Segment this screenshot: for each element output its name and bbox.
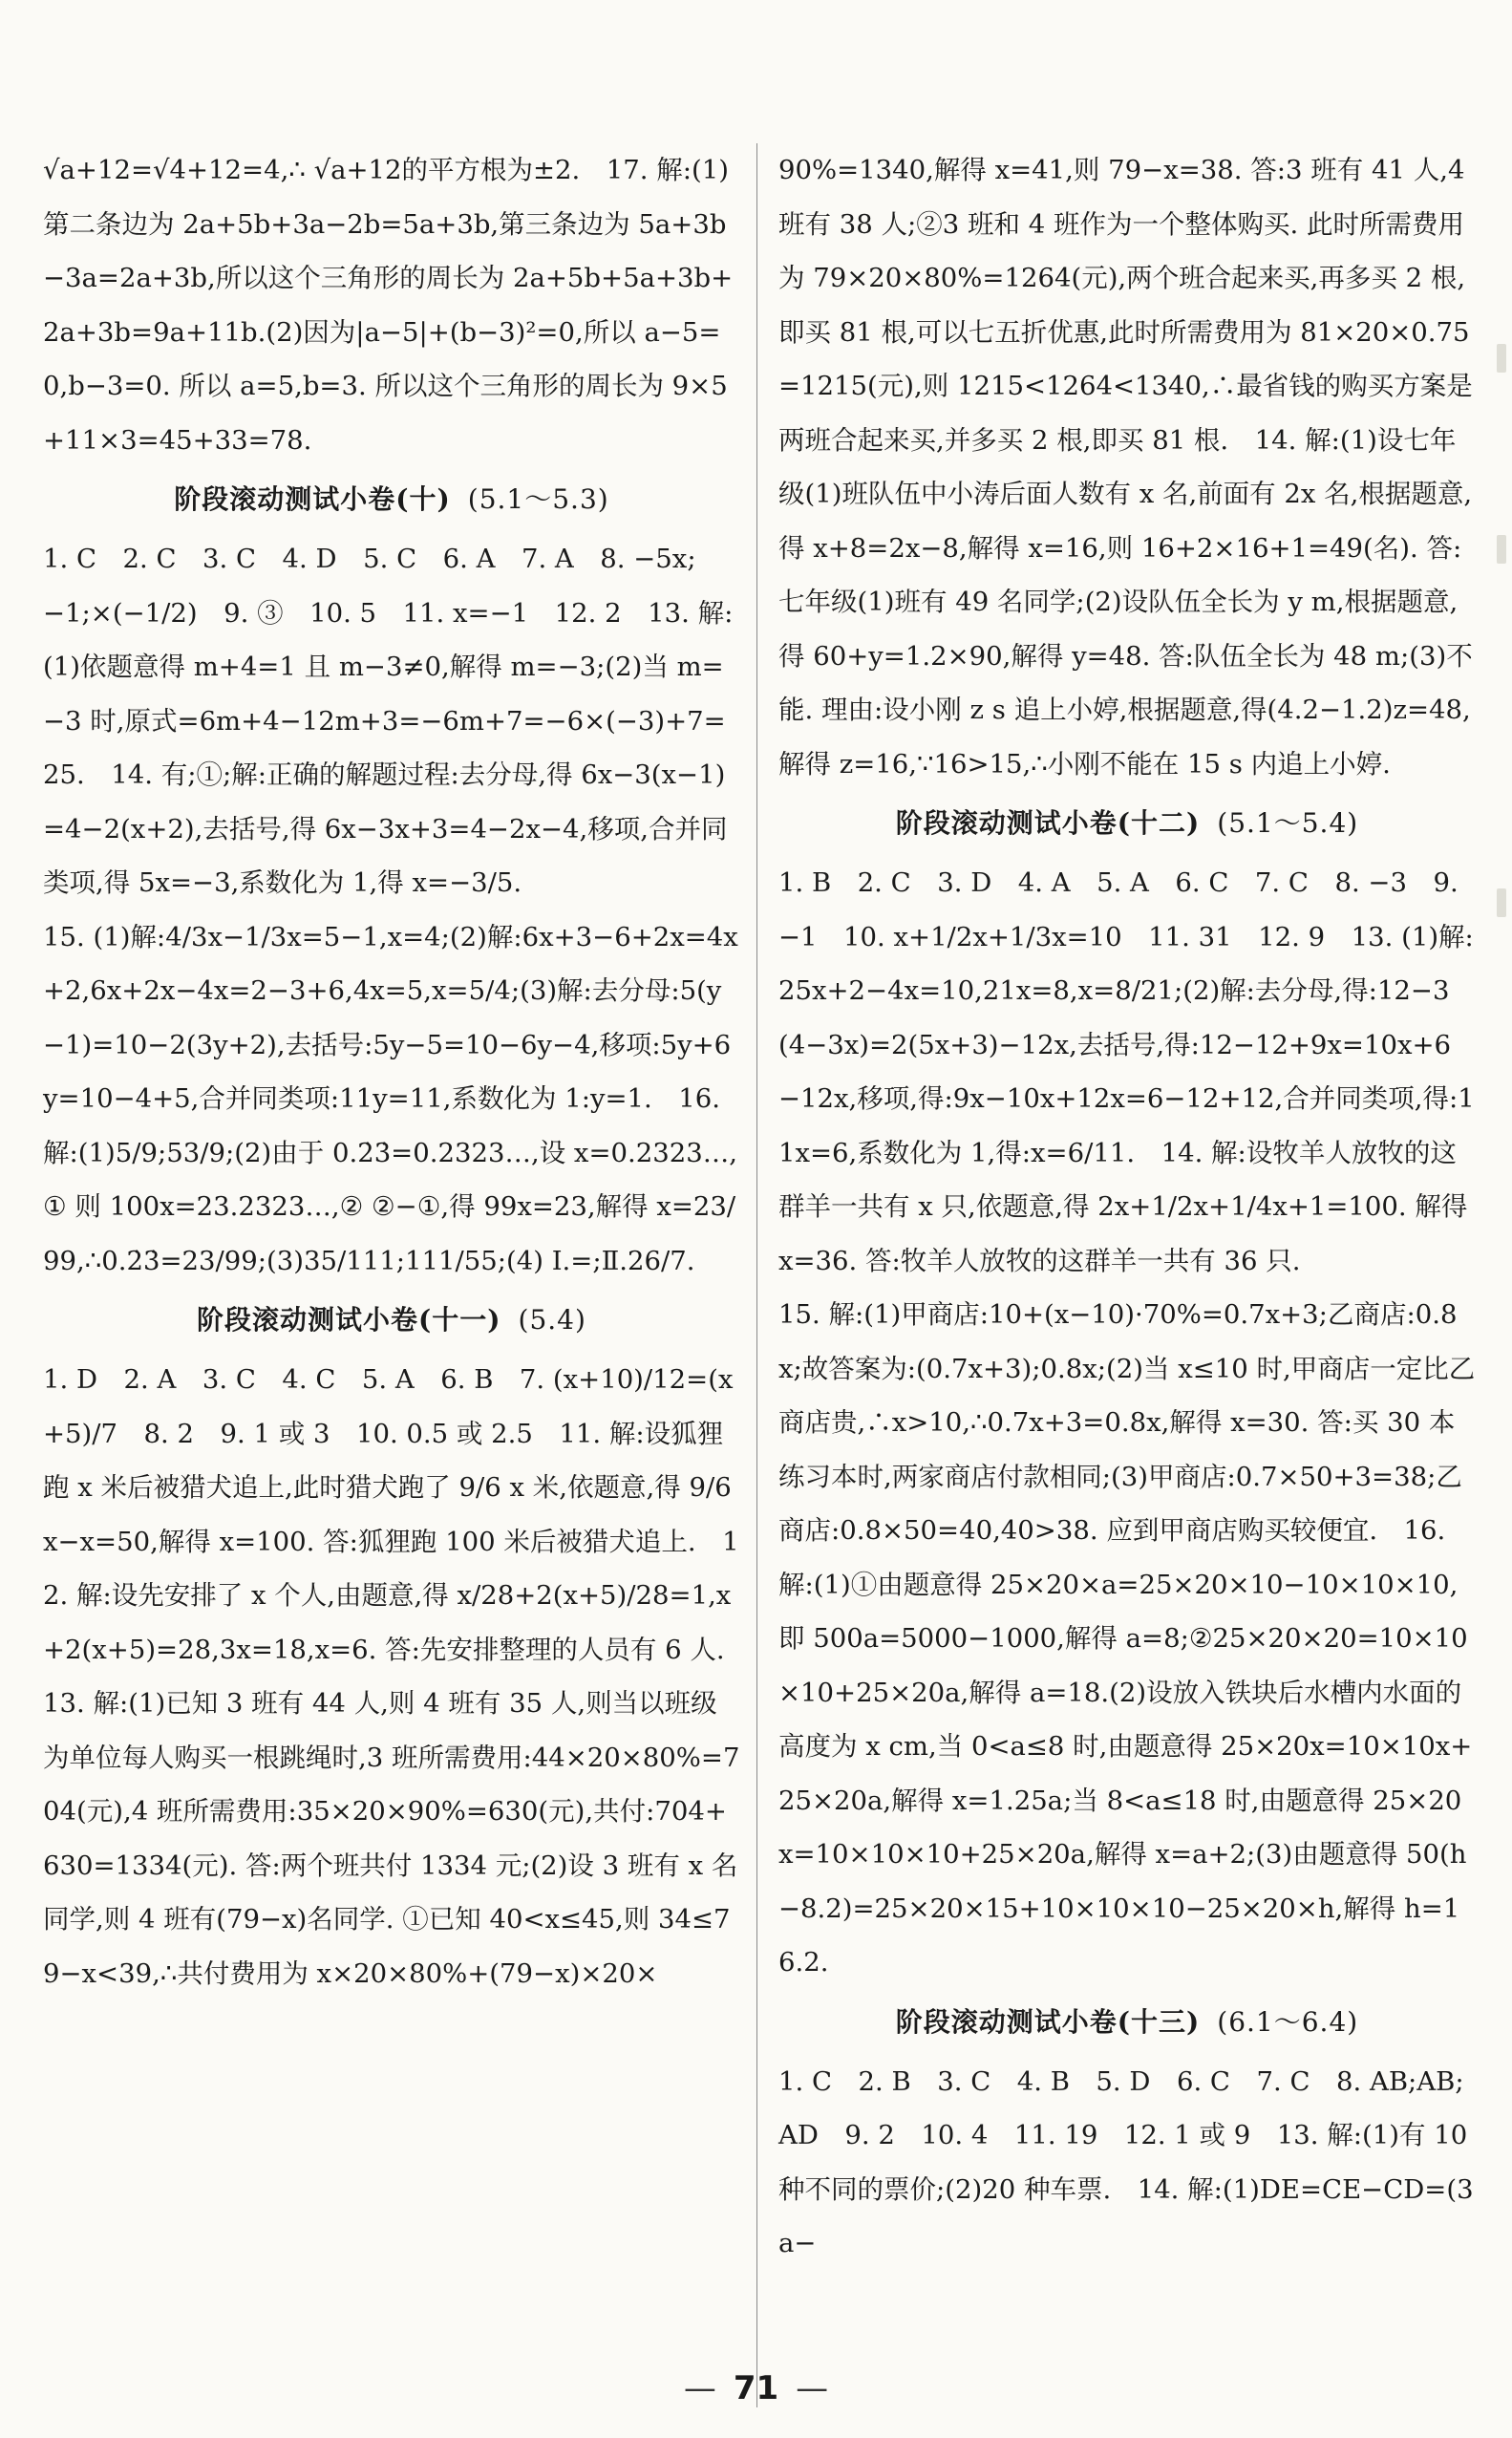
section-heading bbox=[778, 1998, 1476, 2047]
section-title: 阶段滚动测试小卷(十一) bbox=[197, 1304, 501, 1336]
section-range: (5.1～5.4) bbox=[1217, 807, 1359, 839]
answer-paragraph: 1. C 2. C 3. C 4. D 5. C 6. A 7. A 8. −5x;−1;×(−1/2) 9. ③ 10. 5 11. x=−1 12. 2 13. 解:(1)依题意得 m+4=1 且 m−3≠0,解得 m=−3;(2)当 m=−3 时,原式=6m+4−12m+3=−6m+7=−6×(−3)+7=25. 14. 有;①;解:正确的解题过程:去分母,得 6x−3(x−1)=4−2(x+2),去括号,得 6x−3x+3=4−2x−4,移项,合并同类项,得 5x=−3,系数化为 1,得 x=−3/5. bbox=[43, 544, 734, 898]
answer-paragraph: √a+12=√4+12=4,∴ √a+12的平方根为±2. 17. 解:(1)第二条边为 2a+5b+3a−2b=5a+3b,第三条边为 5a+3b−3a=2a+3b,所以这个三角形的周长为 2a+5b+5a+3b+2a+3b=9a+11b.(2)因为|a−5|+(b−3)²=0,所以 a−5=0,b−3=0. 所以 a=5,b=3. 所以这个三角形的周长为 9×5+11×3=45+33=78. bbox=[43, 155, 734, 456]
section-range: (6.1～6.4) bbox=[1217, 2005, 1359, 2038]
section-heading bbox=[43, 475, 740, 524]
section-title: 阶段滚动测试小卷(十三) bbox=[895, 2005, 1201, 2038]
section-heading bbox=[43, 1295, 740, 1345]
answer-paragraph: 1. C 2. B 3. C 4. B 5. D 6. C 7. C 8. AB;AB;AD 9. 2 10. 4 11. 19 12. 1 或 9 13. 解:(1)有 10 种不同的票价;(2)20 种车票. 14. 解:(1)DE=CE−CD=(3a− bbox=[778, 2065, 1476, 2258]
page-number: 71 bbox=[733, 2369, 779, 2407]
left-column bbox=[43, 143, 752, 2000]
page-edge-mark bbox=[1497, 535, 1506, 564]
section-title: 阶段滚动测试小卷(十二) bbox=[895, 807, 1201, 839]
section-range: (5.1～5.3) bbox=[467, 483, 609, 515]
page-edge-mark bbox=[1497, 888, 1506, 917]
right-column bbox=[778, 143, 1476, 2271]
footer-dash-left: — bbox=[683, 2369, 716, 2407]
section-range: (5.4) bbox=[518, 1304, 586, 1336]
footer-dash-right: — bbox=[796, 2369, 829, 2407]
answer-paragraph: 15. 解:(1)甲商店:10+(x−10)·70%=0.7x+3;乙商店:0.8x;故答案为:(0.7x+3);0.8x;(2)当 x≤10 时,甲商店一定比乙商店贵,∴x>10,∴0.7x+3=0.8x,解得 x=30. 答:买 30 本练习本时,两家商店付款相同;(3)甲商店:0.7×50+3=38;乙商店:0.8×50=40,40>38. 应到甲商店购买较便宜. 16. 解:(1)①由题意得 25×20×a=25×20×10−10×10×10,即 500a=5000−1000,解得 a=8;②25×20×20=10×10×10+25×20a,解得 a=18.(2)设放入铁块后水槽内水面的高度为 x cm,当 0<a≤8 时,由题意得 25×20x=10×10x+25×20a,解得 x=1.25a;当 8<a≤18 时,由题意得 25×20x=10×10×10+25×20a,解得 x=a+2;(3)由题意得 50(h−8.2)=25×20×15+10×10×10−25×20×h,解得 h=16.2. bbox=[778, 1299, 1476, 1978]
answer-paragraph: 90%=1340,解得 x=41,则 79−x=38. 答:3 班有 41 人,4 班有 38 人;②3 班和 4 班作为一个整体购买. 此时所需费用为 79×20×80%=1264(元),两个班合起来买,再多买 2 根,即买 81 根,可以七五折优惠,此时所需费用为 81×20×0.75=1215(元),则 1215<1264<1340,∴最省钱的购买方案是两班合起来买,并多买 2 根,即买 81 根. 14. 解:(1)设七年级(1)班队伍中小涛后面人数有 x 名,前面有 2x 名,根据题意,得 x+8=2x−8,解得 x=16,则 16+2×16+1=49(名). 答:七年级(1)班有 49 名同学;(2)设队伍全长为 y m,根据题意,得 60+y=1.2×90,解得 y=48. 答:队伍全长为 48 m;(3)不能. 理由:设小刚 z s 追上小婷,根据题意,得(4.2−1.2)z=48,解得 z=16,∵16>15,∴小刚不能在 15 s 内追上小婷. bbox=[778, 155, 1474, 780]
answer-paragraph: 1. B 2. C 3. D 4. A 5. A 6. C 7. C 8. −3 9. −1 10. x+1/2x+1/3x=10 11. 31 12. 9 13. (1)解:25x+2−4x=10,21x=8,x=8/21;(2)解:去分母,得:12−3(4−3x)=2(5x+3)−12x,去括号,得:12−12+9x=10x+6−12x,移项,得:9x−10x+12x=6−12+12,合并同类项,得:11x=6,系数化为 1,得:x=6/11. 14. 解:设牧羊人放牧的这群羊一共有 x 只,依题意,得 2x+1/2x+1/4x+1=100. 解得 x=36. 答:牧羊人放牧的这群羊一共有 36 只. bbox=[778, 867, 1477, 1276]
page-footer bbox=[0, 2369, 1512, 2407]
page-edge-mark bbox=[1497, 344, 1506, 373]
section-title: 阶段滚动测试小卷(十) bbox=[174, 483, 451, 515]
answer-paragraph: 1. D 2. A 3. C 4. C 5. A 6. B 7. (x+10)/12=(x+5)/7 8. 2 9. 1 或 3 10. 0.5 或 2.5 11. 解:设狐狸跑 x 米后被猎犬追上,此时猎犬跑了 9/6 x 米,依题意,得 9/6 x−x=50,解得 x=100. 答:狐狸跑 100 米后被猎犬追上. 12. 解:设先安排了 x 个人,由题意,得 x/28+2(x+5)/28=1,x+2(x+5)=28,3x=18,x=6. 答:先安排整理的人员有 6 人. 13. 解:(1)已知 3 班有 44 人,则 4 班有 35 人,则当以班级为单位每人购买一根跳绳时,3 班所需费用:44×20×80%=704(元),4 班所需费用:35×20×90%=630(元),共付:704+630=1334(元). 答:两个班共付 1334 元;(2)设 3 班有 x 名同学,则 4 班有(79−x)名同学. ①已知 40<x≤45,则 34≤79−x<39,∴共付费用为 x×20×80%+(79−x)×20× bbox=[43, 1364, 752, 1989]
column-divider bbox=[756, 143, 757, 2407]
answer-paragraph: 15. (1)解:4/3x−1/3x=5−1,x=4;(2)解:6x+3−6+2x=4x+2,6x+2x−4x=2−3+6,4x=5,x=5/4;(3)解:去分母:5(y−1)=10−2(3y+2),去括号:5y−5=10−6y−4,移项:5y+6y=10−4+5,合并同类项:11y=11,系数化为 1:y=1. 16. 解:(1)5/9;53/9;(2)由于 0.2̇3̇=0.2323…,设 x=0.2323…,① 则 100x=23.2323…,② ②−①,得 99x=23,解得 x=23/99,∴0.2̇3̇=23/99;(3)35/111;111/55;(4) Ⅰ.=;Ⅱ.26/7. bbox=[43, 921, 738, 1276]
section-heading bbox=[778, 799, 1476, 848]
